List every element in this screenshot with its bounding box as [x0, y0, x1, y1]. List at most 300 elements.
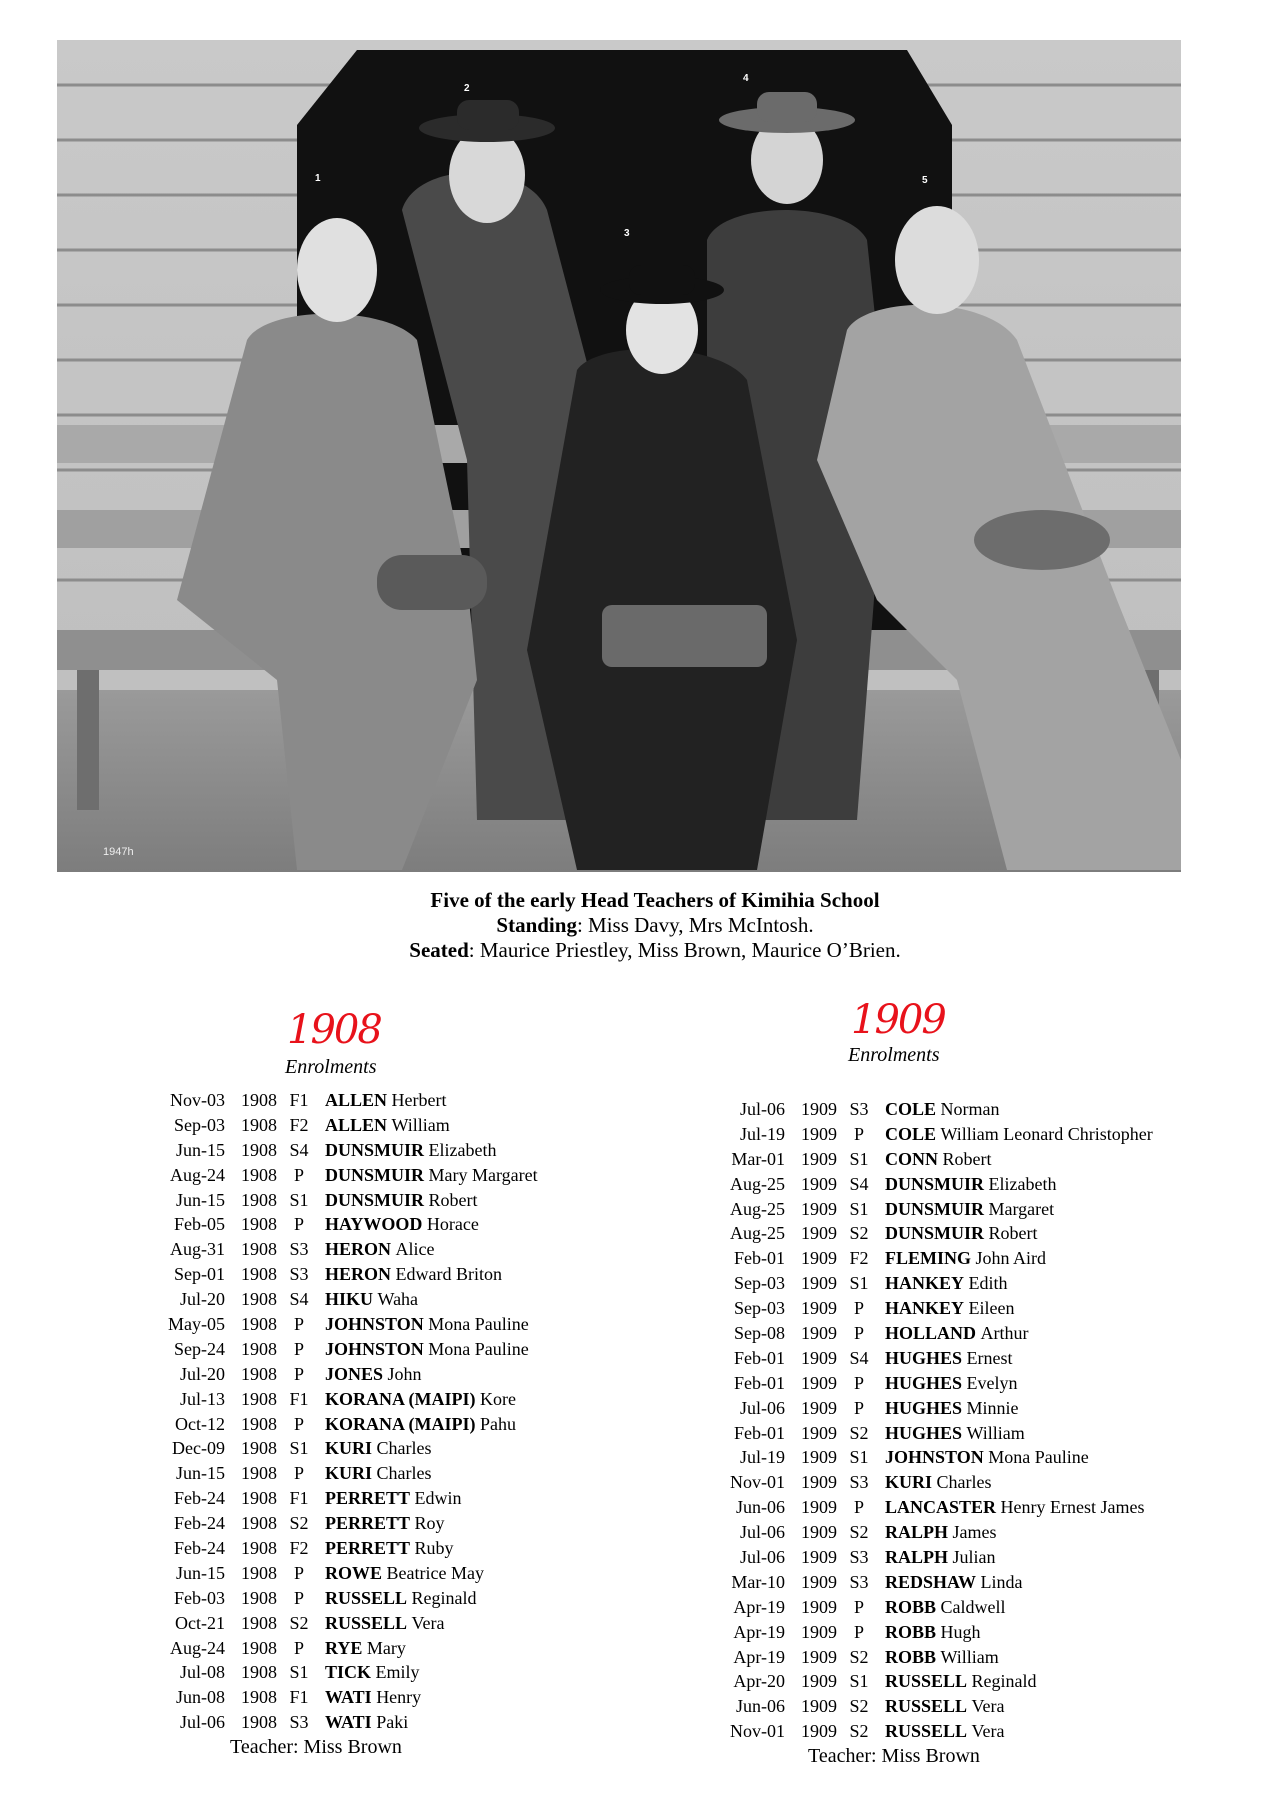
enrol-given-name: Pahu	[480, 1413, 516, 1434]
enrolment-row	[660, 1221, 1153, 1246]
enrolment-row	[660, 1346, 1153, 1371]
enrol-given-name: Mona Pauline	[428, 1338, 529, 1359]
caption-title: Five of the early Head Teachers of Kimihia School	[430, 888, 880, 912]
enrol-date: Apr-19	[733, 1646, 785, 1667]
enrolment-row	[100, 1536, 538, 1561]
enrol-class: P	[853, 1596, 864, 1617]
enrol-year: 1909	[801, 1372, 837, 1393]
enrolment-row	[660, 1719, 1153, 1744]
enrol-name	[321, 1412, 516, 1437]
enrol-given-name: Vera	[971, 1721, 1005, 1742]
enrol-class: S1	[849, 1148, 869, 1169]
enrolment-row	[660, 1172, 1153, 1197]
year-heading-1909: 1909	[851, 997, 945, 1043]
enrol-date: Aug-24	[170, 1164, 225, 1185]
photo-caption	[0, 888, 1272, 963]
enrol-date: Jun-06	[736, 1497, 785, 1518]
enrol-year: 1909	[801, 1123, 837, 1144]
enrol-year: 1909	[801, 1522, 837, 1543]
enrol-date: Jul-20	[180, 1363, 225, 1384]
enrol-given-name: Evelyn	[966, 1372, 1018, 1393]
enrol-given-name: Ernest	[966, 1347, 1013, 1368]
enrol-surname: HOLLAND	[885, 1323, 977, 1344]
enrol-name	[881, 1520, 997, 1545]
enrol-date: Feb-01	[734, 1422, 785, 1443]
enrol-name	[321, 1561, 484, 1586]
enrol-year: 1908	[241, 1388, 277, 1409]
enrolment-row	[100, 1138, 538, 1163]
photo-code: 1947h	[103, 846, 134, 858]
enrol-given-name: William	[966, 1422, 1025, 1443]
enrol-given-name: Charles	[376, 1438, 432, 1459]
enrol-given-name: Waha	[377, 1289, 419, 1310]
enrol-class: S1	[849, 1273, 869, 1294]
enrol-date: Aug-25	[730, 1173, 785, 1194]
enrol-date: May-05	[168, 1314, 225, 1335]
enrol-surname: PERRETT	[325, 1488, 411, 1509]
enrol-year: 1908	[241, 1164, 277, 1185]
enrol-surname: HUGHES	[885, 1372, 963, 1393]
enrol-date: Aug-31	[170, 1239, 225, 1260]
enrol-surname: ROBB	[885, 1621, 937, 1642]
enrolments-heading-1909: Enrolments	[848, 1044, 940, 1066]
enrol-year: 1908	[241, 1413, 277, 1434]
enrol-given-name: Edwin	[414, 1488, 462, 1509]
enrol-date: Oct-21	[175, 1612, 225, 1633]
enrol-name	[881, 1396, 1019, 1421]
enrol-year: 1909	[801, 1148, 837, 1169]
enrolment-row	[660, 1669, 1153, 1694]
enrol-surname: RUSSELL	[325, 1612, 408, 1633]
enrol-surname: RALPH	[885, 1522, 948, 1543]
enrol-given-name: Edward Briton	[395, 1264, 502, 1285]
enrol-year: 1908	[241, 1712, 277, 1733]
standing-names: : Miss Davy, Mrs McIntosh.	[576, 913, 814, 937]
enrolment-row	[660, 1470, 1153, 1495]
enrol-class: S1	[289, 1438, 309, 1459]
enrolment-row	[100, 1660, 538, 1685]
enrol-name	[881, 1147, 992, 1172]
enrol-year: 1908	[241, 1314, 277, 1335]
enrol-class: S2	[849, 1522, 869, 1543]
enrol-year: 1908	[241, 1662, 277, 1683]
enrol-date: Aug-24	[170, 1637, 225, 1658]
enrol-class: F1	[289, 1090, 309, 1110]
enrol-name	[321, 1486, 462, 1511]
enrol-year: 1908	[241, 1488, 277, 1509]
enrol-year: 1909	[801, 1223, 837, 1244]
enrol-name	[881, 1246, 1046, 1271]
enrol-class: S2	[849, 1696, 869, 1717]
enrol-surname: REDSHAW	[885, 1571, 977, 1592]
enrol-year: 1908	[241, 1114, 277, 1135]
enrol-name	[321, 1287, 418, 1312]
enrol-name	[881, 1346, 1013, 1371]
enrol-year: 1909	[801, 1596, 837, 1617]
enrol-year: 1909	[801, 1198, 837, 1219]
seated-names: : Maurice Priestley, Miss Brown, Maurice O’Brien.	[468, 938, 901, 962]
enrol-class: S2	[289, 1513, 309, 1534]
enrol-surname: HUGHES	[885, 1397, 963, 1418]
enrolment-row	[100, 1387, 538, 1412]
enrol-class: S2	[849, 1422, 869, 1443]
enrolment-row	[100, 1586, 538, 1611]
enrolment-row	[100, 1486, 538, 1511]
enrol-year: 1909	[801, 1347, 837, 1368]
enrol-surname: KURI	[325, 1463, 373, 1484]
enrol-class: P	[293, 1338, 304, 1359]
enrol-year: 1909	[801, 1298, 837, 1319]
enrolment-row	[100, 1312, 538, 1337]
enrolment-row	[660, 1620, 1153, 1645]
enrol-name	[881, 1719, 1005, 1744]
enrol-date: Feb-03	[174, 1587, 225, 1608]
enrol-surname: DUNSMUIR	[885, 1198, 984, 1219]
enrol-class: P	[853, 1497, 864, 1518]
enrol-date: Jun-15	[176, 1189, 225, 1210]
enrol-year: 1908	[241, 1687, 277, 1708]
enrol-date: Jul-06	[740, 1397, 785, 1418]
teacher-1908: Teacher: Miss Brown	[230, 1736, 402, 1758]
enrol-class: S4	[849, 1347, 869, 1368]
enrol-date: Mar-01	[731, 1148, 785, 1169]
enrol-class: F1	[289, 1687, 309, 1708]
photo-number-5: 5	[922, 175, 928, 186]
enrol-name	[881, 1470, 992, 1495]
enrol-class: P	[853, 1123, 864, 1144]
enrol-year: 1908	[241, 1363, 277, 1384]
enrolment-row	[660, 1495, 1153, 1520]
enrol-given-name: Emily	[375, 1662, 420, 1683]
enrol-given-name: Robert	[988, 1223, 1038, 1244]
enrol-class: P	[293, 1463, 304, 1484]
enrol-given-name: Charles	[936, 1472, 992, 1493]
enrol-name	[321, 1337, 529, 1362]
enrol-given-name: Charles	[376, 1463, 432, 1484]
enrol-class: S4	[289, 1139, 309, 1160]
photo-number-2: 2	[464, 83, 470, 94]
enrol-given-name: Arthur	[980, 1323, 1029, 1344]
enrol-surname: RALPH	[885, 1547, 948, 1568]
enrol-name	[321, 1138, 496, 1163]
enrolment-row	[100, 1337, 538, 1362]
enrolments-heading-1908: Enrolments	[285, 1056, 377, 1078]
enrol-surname: RUSSELL	[885, 1721, 968, 1742]
enrolment-row	[100, 1287, 538, 1312]
enrol-name	[321, 1636, 406, 1661]
enrol-class: S2	[849, 1646, 869, 1667]
enrol-surname: PERRETT	[325, 1538, 411, 1559]
enrol-name	[881, 1097, 1000, 1122]
caption-standing	[0, 913, 1272, 938]
seated-label: Seated	[409, 938, 469, 962]
enrol-class: S4	[849, 1173, 869, 1194]
enrol-date: Jul-08	[180, 1662, 225, 1683]
enrol-class: P	[293, 1587, 304, 1608]
enrol-name	[321, 1312, 529, 1337]
enrolment-row	[660, 1595, 1153, 1620]
enrol-surname: DUNSMUIR	[885, 1223, 984, 1244]
enrol-name	[321, 1212, 479, 1237]
enrol-surname: JOHNSTON	[885, 1447, 984, 1468]
enrol-date: Sep-01	[174, 1264, 225, 1285]
enrol-class: S1	[849, 1671, 869, 1692]
enrol-date: Jul-19	[740, 1123, 785, 1144]
enrol-surname: HANKEY	[885, 1273, 965, 1294]
enrolment-row	[100, 1461, 538, 1486]
enrol-class: F2	[289, 1538, 309, 1559]
enrol-given-name: Henry Ernest James	[1000, 1497, 1145, 1518]
enrol-year: 1908	[241, 1538, 277, 1559]
enrol-name	[881, 1421, 1025, 1446]
enrol-class: P	[853, 1298, 864, 1319]
enrol-class: S1	[289, 1189, 309, 1210]
enrol-surname: KURI	[885, 1472, 933, 1493]
enrolment-row	[100, 1163, 538, 1188]
enrol-given-name: Roy	[414, 1513, 445, 1534]
enrol-date: Dec-09	[172, 1438, 225, 1459]
enrol-surname: KORANA (MAIPI)	[325, 1388, 476, 1409]
enrol-date: Apr-19	[733, 1596, 785, 1617]
enrol-surname: DUNSMUIR	[325, 1189, 424, 1210]
enrol-surname: HANKEY	[885, 1298, 965, 1319]
enrolment-row	[660, 1694, 1153, 1719]
enrol-date: Jun-15	[176, 1562, 225, 1583]
enrol-name	[321, 1511, 445, 1536]
enrolment-row	[660, 1570, 1153, 1595]
enrol-year: 1908	[241, 1463, 277, 1484]
enrol-given-name: Minnie	[966, 1397, 1019, 1418]
enrol-year: 1908	[241, 1090, 277, 1110]
enrol-given-name: Linda	[980, 1571, 1023, 1592]
enrolment-row	[660, 1122, 1153, 1147]
enrol-name	[881, 1197, 1054, 1222]
enrolment-row	[100, 1412, 538, 1437]
photo-number-1: 1	[315, 173, 321, 184]
enrolment-list-1909	[660, 1097, 1153, 1744]
enrol-given-name: John Aird	[975, 1248, 1047, 1269]
enrol-surname: DUNSMUIR	[325, 1139, 424, 1160]
enrol-name	[321, 1387, 516, 1412]
enrol-name	[321, 1262, 502, 1287]
enrol-surname: ALLEN	[325, 1090, 388, 1110]
enrol-class: F2	[849, 1248, 869, 1269]
enrol-class: S3	[289, 1239, 309, 1260]
enrol-surname: WATI	[325, 1712, 372, 1733]
enrolment-row	[660, 1147, 1153, 1172]
enrol-year: 1909	[801, 1422, 837, 1443]
enrol-year: 1909	[801, 1671, 837, 1692]
enrolment-row	[660, 1396, 1153, 1421]
enrol-surname: PERRETT	[325, 1513, 411, 1534]
enrol-surname: RUSSELL	[885, 1671, 968, 1692]
enrol-given-name: Mary Margaret	[428, 1164, 538, 1185]
enrol-class: P	[293, 1164, 304, 1185]
enrol-year: 1909	[801, 1472, 837, 1493]
enrol-date: Sep-03	[734, 1298, 785, 1319]
enrol-date: Aug-25	[730, 1223, 785, 1244]
enrol-class: S3	[289, 1264, 309, 1285]
enrol-class: P	[853, 1621, 864, 1642]
enrol-date: Jul-06	[180, 1712, 225, 1733]
enrol-year: 1909	[801, 1248, 837, 1269]
enrol-class: P	[853, 1397, 864, 1418]
enrol-given-name: Alice	[395, 1239, 435, 1260]
enrol-date: Jul-13	[180, 1388, 225, 1409]
enrol-date: Apr-20	[733, 1671, 785, 1692]
enrol-date: Jul-06	[740, 1099, 785, 1119]
enrol-surname: DUNSMUIR	[885, 1173, 984, 1194]
enrol-year: 1909	[801, 1621, 837, 1642]
enrolment-row	[100, 1237, 538, 1262]
enrol-year: 1908	[241, 1587, 277, 1608]
enrol-name	[321, 1088, 446, 1113]
enrolment-row	[660, 1445, 1153, 1470]
enrol-year: 1909	[801, 1646, 837, 1667]
enrol-given-name: William	[391, 1114, 450, 1135]
enrol-year: 1909	[801, 1547, 837, 1568]
enrol-surname: ROWE	[325, 1562, 383, 1583]
enrolment-row	[100, 1212, 538, 1237]
enrol-surname: KORANA (MAIPI)	[325, 1413, 476, 1434]
enrol-date: Jun-06	[736, 1696, 785, 1717]
enrol-year: 1908	[241, 1264, 277, 1285]
enrol-year: 1909	[801, 1571, 837, 1592]
photo-illustration	[57, 40, 1181, 872]
enrol-name	[881, 1545, 996, 1570]
enrol-date: Nov-01	[730, 1472, 785, 1493]
enrol-surname: RUSSELL	[325, 1587, 408, 1608]
enrol-date: Nov-01	[730, 1721, 785, 1742]
enrol-year: 1909	[801, 1721, 837, 1742]
enrolment-row	[100, 1113, 538, 1138]
enrol-surname: JONES	[325, 1363, 384, 1384]
enrolment-row	[660, 1271, 1153, 1296]
enrol-class: S3	[849, 1472, 869, 1493]
enrol-class: P	[293, 1214, 304, 1235]
enrol-class: F2	[289, 1114, 309, 1135]
enrol-year: 1908	[241, 1338, 277, 1359]
enrol-class: S3	[289, 1712, 309, 1733]
enrolment-row	[100, 1561, 538, 1586]
enrol-name	[881, 1570, 1023, 1595]
enrol-year: 1908	[241, 1562, 277, 1583]
enrol-year: 1909	[801, 1497, 837, 1518]
enrol-year: 1909	[801, 1273, 837, 1294]
enrol-date: Feb-01	[734, 1347, 785, 1368]
enrol-name	[321, 1586, 477, 1611]
enrol-name	[881, 1694, 1005, 1719]
enrol-class: S1	[849, 1198, 869, 1219]
enrolment-row	[660, 1371, 1153, 1396]
enrol-surname: HAYWOOD	[325, 1214, 423, 1235]
enrolment-row	[660, 1197, 1153, 1222]
enrol-year: 1908	[241, 1214, 277, 1235]
enrolment-row	[660, 1296, 1153, 1321]
enrol-name	[881, 1172, 1056, 1197]
enrolment-row	[660, 1645, 1153, 1670]
enrol-surname: HIKU	[325, 1289, 374, 1310]
enrol-date: Feb-24	[174, 1513, 225, 1534]
enrol-surname: HUGHES	[885, 1347, 963, 1368]
enrolment-row	[100, 1436, 538, 1461]
enrolment-row	[100, 1685, 538, 1710]
enrol-date: Feb-01	[734, 1372, 785, 1393]
enrol-name	[321, 1685, 421, 1710]
enrol-year: 1908	[241, 1438, 277, 1459]
enrol-name	[881, 1620, 981, 1645]
enrol-class: S3	[849, 1099, 869, 1119]
enrol-date: Jun-15	[176, 1463, 225, 1484]
enrol-name	[881, 1595, 1006, 1620]
enrol-year: 1909	[801, 1323, 837, 1344]
enrol-date: Nov-03	[170, 1090, 225, 1110]
enrol-date: Jul-06	[740, 1547, 785, 1568]
enrol-class: P	[293, 1363, 304, 1384]
enrol-year: 1908	[241, 1289, 277, 1310]
enrol-surname: RUSSELL	[885, 1696, 968, 1717]
enrol-name	[321, 1237, 435, 1262]
enrol-class: P	[853, 1323, 864, 1344]
enrol-surname: FLEMING	[885, 1248, 972, 1269]
enrol-date: Sep-03	[734, 1273, 785, 1294]
year-heading-1908: 1908	[287, 1007, 381, 1053]
enrol-surname: JOHNSTON	[325, 1314, 424, 1335]
enrol-given-name: Mona Pauline	[428, 1314, 529, 1335]
enrol-given-name: Vera	[411, 1612, 445, 1633]
enrol-given-name: Elizabeth	[428, 1139, 497, 1160]
enrol-date: Apr-19	[733, 1621, 785, 1642]
enrol-name	[321, 1611, 445, 1636]
enrol-date: Sep-03	[174, 1114, 225, 1135]
enrol-name	[321, 1660, 420, 1685]
enrol-date: Mar-10	[731, 1571, 785, 1592]
enrol-given-name: Margaret	[988, 1198, 1055, 1219]
enrol-class: S2	[849, 1721, 869, 1742]
enrol-name	[881, 1495, 1145, 1520]
enrolment-row	[660, 1246, 1153, 1271]
enrol-date: Feb-01	[734, 1248, 785, 1269]
enrol-name	[321, 1710, 408, 1735]
enrol-surname: ALLEN	[325, 1114, 388, 1135]
enrol-date: Jun-15	[176, 1139, 225, 1160]
enrol-year: 1908	[241, 1139, 277, 1160]
enrol-given-name: Edith	[968, 1273, 1008, 1294]
enrol-surname: ROBB	[885, 1646, 937, 1667]
enrol-date: Jun-08	[176, 1687, 225, 1708]
enrol-year: 1909	[801, 1173, 837, 1194]
enrol-date: Feb-05	[174, 1214, 225, 1235]
enrol-given-name: William Leonard Christopher	[940, 1123, 1153, 1144]
enrol-surname: LANCASTER	[885, 1497, 997, 1518]
enrol-name	[881, 1645, 999, 1670]
caption-seated	[0, 938, 1272, 963]
enrol-given-name: Reginald	[411, 1587, 477, 1608]
enrol-given-name: Eileen	[968, 1298, 1015, 1319]
enrol-class: S4	[289, 1289, 309, 1310]
enrol-given-name: John	[387, 1363, 422, 1384]
enrolment-row	[100, 1511, 538, 1536]
enrol-given-name: Kore	[480, 1388, 516, 1409]
enrol-date: Feb-24	[174, 1488, 225, 1509]
enrol-given-name: Reginald	[971, 1671, 1037, 1692]
enrolment-row	[100, 1636, 538, 1661]
enrol-year: 1908	[241, 1612, 277, 1633]
enrol-year: 1908	[241, 1239, 277, 1260]
enrol-given-name: Vera	[971, 1696, 1005, 1717]
enrol-name	[881, 1669, 1037, 1694]
enrol-class: S1	[849, 1447, 869, 1468]
